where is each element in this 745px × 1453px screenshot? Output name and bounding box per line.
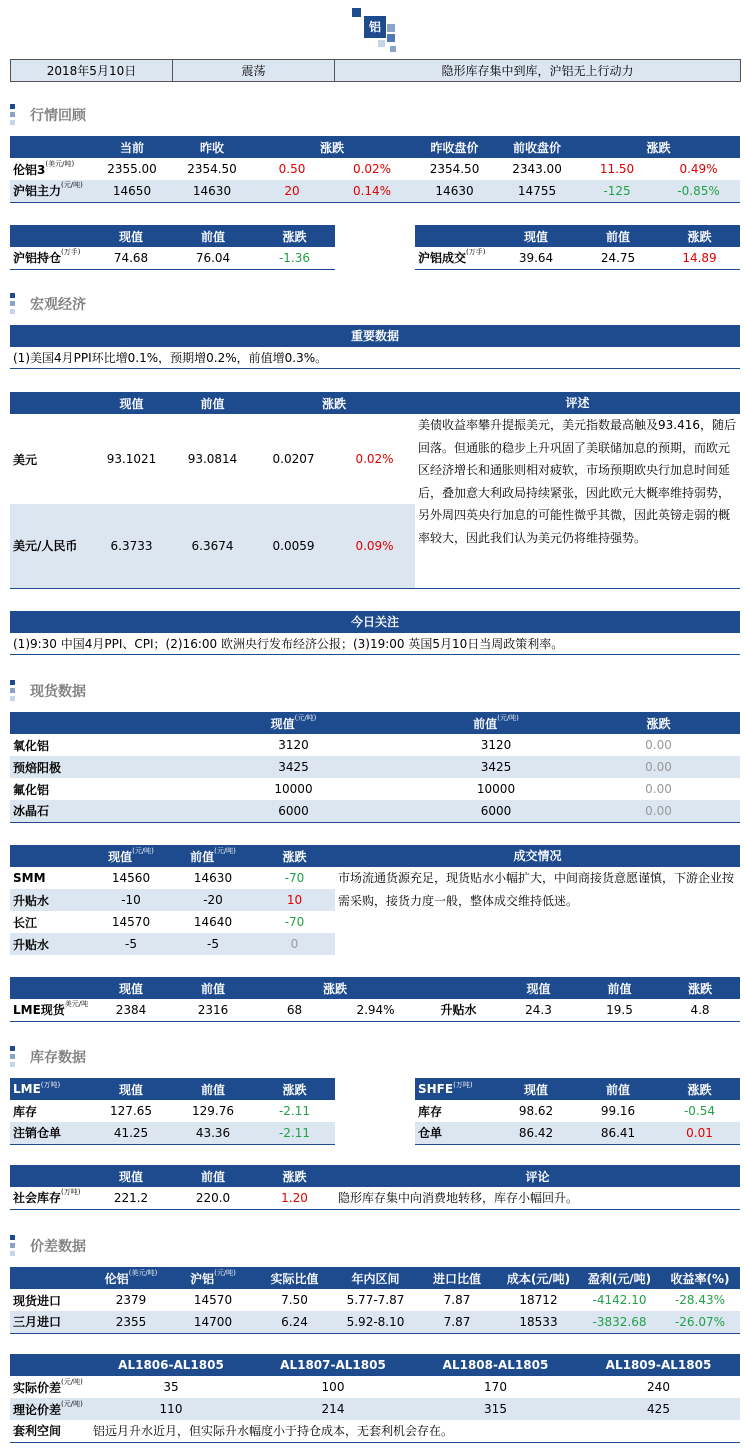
lme-inventory-table xyxy=(10,1078,335,1145)
cell: 0.09% xyxy=(334,504,415,588)
table-row xyxy=(10,1122,335,1144)
row-label: 升贴水 xyxy=(440,1003,477,1018)
smm-comment: 市场流通货源充足，现货贴水小幅扩大，中间商接货意愿谨慎，下游企业按需采购，接货力度一般，整体成交维持低迷。 xyxy=(338,871,735,908)
cell: 14755 xyxy=(497,180,577,202)
cell: -3832.68 xyxy=(579,1311,660,1333)
cell: -70 xyxy=(284,915,305,929)
cell: 2316 xyxy=(197,1002,229,1017)
cell: 170 xyxy=(484,1380,507,1394)
cell: 20 xyxy=(252,180,332,202)
cell: 6000 xyxy=(415,800,577,822)
cell: -26.07% xyxy=(660,1311,740,1333)
cell: 43.36 xyxy=(172,1122,254,1144)
section-title: 价差数据 xyxy=(30,1239,86,1255)
unit-label: (元/吨) xyxy=(61,1377,83,1386)
cell: 127.65 xyxy=(110,1104,152,1118)
cell: 14570 xyxy=(193,1293,233,1307)
cell: 0.00 xyxy=(645,738,672,752)
row-label: 预焙阳极 xyxy=(10,756,172,778)
table-row xyxy=(10,1100,335,1122)
cell: 1.20 xyxy=(281,1190,308,1205)
cell: 5.77-7.87 xyxy=(346,1293,405,1307)
cell: -10 xyxy=(90,889,172,911)
comment: 隐形库存集中向消费地转移，库存小幅回升。 xyxy=(338,1191,579,1206)
col-header: 前值 xyxy=(172,225,254,247)
unit-label: (万吨) xyxy=(453,1081,473,1089)
cell: 240 xyxy=(647,1380,670,1394)
divider xyxy=(415,588,740,589)
row-label: 沪铝持仓 xyxy=(13,251,62,266)
key-data-title: 重要数据 xyxy=(10,325,740,347)
unit-label: (万手) xyxy=(466,248,486,257)
section-marker-icon xyxy=(10,680,16,702)
row-label: 理论价差 xyxy=(13,1402,62,1417)
col-header: 前收盘价 xyxy=(497,136,577,158)
lme-spot-table xyxy=(10,977,740,1022)
cell: -125 xyxy=(577,180,657,202)
spot-table xyxy=(10,712,740,823)
table-title: LME xyxy=(13,1082,41,1096)
col-header: 昨收盘价 xyxy=(412,136,497,158)
cell: 221.2 xyxy=(113,1190,149,1205)
col-header: 涨跌 xyxy=(252,136,412,158)
col-header: 涨跌 xyxy=(254,845,335,867)
volume-table xyxy=(415,225,740,270)
cell: 98.62 xyxy=(518,1104,554,1118)
cell: 0.0207 xyxy=(272,452,315,466)
section-marker-icon xyxy=(10,104,16,126)
cell: 3120 xyxy=(278,738,309,752)
table-row xyxy=(415,247,740,269)
cell: 0.49% xyxy=(679,162,718,176)
row-label: 氧化铝 xyxy=(13,738,50,753)
col-header: 现值 xyxy=(495,1078,577,1100)
cell: 7.87 xyxy=(416,1311,498,1333)
table-row xyxy=(10,756,740,778)
unit-label: (万吨) xyxy=(61,1188,81,1197)
table-row xyxy=(10,999,740,1021)
cell: -2.11 xyxy=(254,1122,335,1144)
table-row xyxy=(10,247,335,269)
cell: 35 xyxy=(163,1380,179,1394)
row-label: 升贴水 xyxy=(10,889,90,911)
section-title: 宏观经济 xyxy=(30,297,86,313)
col-header: 现值 xyxy=(108,849,133,864)
cell: 24.75 xyxy=(600,250,636,265)
col-header: 前值 xyxy=(172,392,253,414)
row-label: 伦铝3 xyxy=(13,162,46,177)
col-header: 收益率(%) xyxy=(660,1267,740,1289)
unit-label: (元/吨) xyxy=(61,181,83,190)
cell: 2354.50 xyxy=(429,162,480,176)
cell: -4142.10 xyxy=(592,1293,647,1307)
headline: 隐形库存集中到库，沪铝无上行动力 xyxy=(335,60,741,82)
comment: 铝远月升水近月，但实际升水幅度小于持仓成本，无套利机会存在。 xyxy=(93,1424,454,1439)
cell: 4.8 xyxy=(690,1002,710,1017)
col-header: 涨跌 xyxy=(253,392,415,414)
col-header: 前值 xyxy=(172,1078,254,1100)
cell: 0.02% xyxy=(355,452,394,466)
cell: 425 xyxy=(577,1398,740,1420)
row-label: 美元/人民币 xyxy=(10,504,91,588)
row-label: 美元 xyxy=(13,452,38,467)
cell: 2355.00 xyxy=(107,162,157,176)
table-row xyxy=(10,1289,740,1311)
section-title: 行情回顾 xyxy=(30,108,86,124)
row-label: 升贴水 xyxy=(10,933,90,955)
cell: 39.64 xyxy=(518,250,554,265)
table-row xyxy=(10,180,740,202)
col-header: 伦铝 xyxy=(104,1271,129,1286)
cell: 220.0 xyxy=(195,1190,231,1205)
table-row xyxy=(10,1311,740,1333)
col-header: 涨跌 xyxy=(577,136,740,158)
cell: 0.0059 xyxy=(253,504,334,588)
section-marker-icon xyxy=(10,1046,16,1068)
cell: 14560 xyxy=(111,871,151,885)
table-row xyxy=(10,1420,740,1442)
cell: 0.00 xyxy=(577,756,740,778)
row-label: 社会库存 xyxy=(13,1191,62,1206)
cell: 3425 xyxy=(415,756,577,778)
cell: -5 xyxy=(172,933,254,955)
cell: 18533 xyxy=(498,1311,579,1333)
col-header: 涨跌 xyxy=(659,1078,740,1100)
col-header: 现值 xyxy=(498,977,579,999)
cell: 14640 xyxy=(193,915,233,929)
col-header: 前值 xyxy=(473,716,498,731)
col-header: AL1807-AL1805 xyxy=(252,1354,414,1376)
unit-label: (元/吨) xyxy=(132,846,154,855)
key-data-text: (1)美国4月PPI环比增0.1%，预期增0.2%，前值增0.3%。 xyxy=(10,347,740,369)
col-header: 前值 xyxy=(577,1078,659,1100)
row-label: 三月进口 xyxy=(10,1311,90,1333)
col-header: 现值 xyxy=(90,1165,172,1187)
col-header: 年内区间 xyxy=(335,1267,416,1289)
unit-label: (元/吨) xyxy=(294,713,317,722)
col-header: AL1806-AL1805 xyxy=(90,1354,252,1376)
cell: 41.25 xyxy=(90,1122,172,1144)
cell: 24.3 xyxy=(525,1002,552,1017)
cell: -0.85% xyxy=(657,180,740,202)
col-header: 当前 xyxy=(92,136,172,158)
table-row xyxy=(10,504,415,588)
cell: -2.11 xyxy=(278,1104,311,1118)
row-label: 库存 xyxy=(418,1104,443,1119)
fx-comment-header: 评述 xyxy=(415,392,740,414)
calendar-spread-table xyxy=(10,1354,740,1443)
row-label: 沪铝主力 xyxy=(13,184,62,199)
col-header: 涨跌 xyxy=(659,225,740,247)
col-header: 现值 xyxy=(495,225,577,247)
table-row xyxy=(10,1376,740,1398)
cell: -20 xyxy=(172,889,254,911)
row-label: SMM xyxy=(13,871,46,885)
row-label: 现货进口 xyxy=(13,1293,62,1308)
cell: 86.41 xyxy=(577,1122,659,1144)
cell: 76.04 xyxy=(195,250,231,265)
col-header: 涨跌 xyxy=(577,712,740,734)
row-label: 仓单 xyxy=(415,1122,495,1144)
unit-label: 美元/吨 xyxy=(64,1000,89,1009)
cell: 2355 xyxy=(90,1311,172,1333)
table-row xyxy=(10,800,740,822)
col-header: 评论 xyxy=(335,1165,740,1187)
table-row xyxy=(10,911,335,933)
fx-table xyxy=(10,392,415,589)
unit-label: (美元/吨) xyxy=(128,1268,158,1277)
col-header: 前值 xyxy=(190,849,215,864)
cell: -28.43% xyxy=(674,1293,726,1307)
row-label: 注销仓单 xyxy=(10,1122,90,1144)
unit-label: (元/吨) xyxy=(61,1399,83,1408)
col-header: 进口比值 xyxy=(416,1267,498,1289)
cell: 7.87 xyxy=(443,1293,471,1307)
position-table xyxy=(10,225,335,270)
cell: -70 xyxy=(284,871,305,885)
col-header: 涨跌 xyxy=(660,977,740,999)
table-row xyxy=(415,1100,740,1122)
trend: 震荡 xyxy=(173,60,335,82)
row-label: LME现货 xyxy=(13,1003,65,1018)
cell: 110 xyxy=(90,1398,252,1420)
cell: 0.00 xyxy=(577,800,740,822)
cell: 10000 xyxy=(274,782,313,796)
fx-comment: 美债收益率攀升提振美元，美元指数最高触及93.416，随后回落。但通胀的稳步上升巩固了美联储加息的预期，而欧元区经济增长和通胀则相对疲软，市场预期欧央行加息时间延后，叠加意大利政局持续紧张，因此欧元大概率维持弱势，另外周四英央行加息的可能性微乎其微，因此英镑走弱的概率较大，因此我们认为美元仍将维持强势。 xyxy=(418,418,736,545)
unit-label: (万吨) xyxy=(40,1081,61,1089)
table-row xyxy=(10,1398,740,1420)
row-label: 实际价差 xyxy=(13,1380,62,1395)
cell: 0.02% xyxy=(352,162,392,176)
table-row xyxy=(415,1122,740,1144)
table-row xyxy=(10,158,740,180)
social-inventory-table xyxy=(10,1165,740,1210)
cell: 14630 xyxy=(193,871,233,885)
cell: 14630 xyxy=(412,180,497,202)
cell: 6.24 xyxy=(254,1311,335,1333)
col-header: 现值 xyxy=(270,716,295,731)
col-header: 涨跌 xyxy=(254,1165,335,1187)
cell: 2384 xyxy=(115,1002,147,1017)
cell: 0.14% xyxy=(332,180,412,202)
cell: 214 xyxy=(252,1398,414,1420)
cell: 2.94% xyxy=(356,1002,395,1017)
cell: 86.42 xyxy=(495,1122,577,1144)
row-label: 长江 xyxy=(13,915,38,930)
col-header: 现值 xyxy=(91,392,172,414)
cell: 11.50 xyxy=(599,162,635,176)
cell: 6000 xyxy=(172,800,415,822)
col-header: AL1808-AL1805 xyxy=(414,1354,577,1376)
cell: 74.68 xyxy=(113,250,149,265)
section-marker-icon xyxy=(10,293,16,315)
col-header: 沪铝 xyxy=(190,1271,215,1286)
col-header: 盈利(元/吨) xyxy=(579,1267,660,1289)
cell: 93.0814 xyxy=(187,452,238,466)
cell: -1.36 xyxy=(278,250,311,265)
col-header: 涨跌 xyxy=(254,977,416,999)
logo xyxy=(350,6,402,56)
cell: 0.01 xyxy=(659,1122,740,1144)
cell: 10 xyxy=(254,889,335,911)
cell: 0 xyxy=(254,933,335,955)
section-marker-icon xyxy=(10,1235,16,1257)
col-header: 现值 xyxy=(90,1078,172,1100)
today-focus-title: 今日关注 xyxy=(10,611,740,633)
col-header: 现值 xyxy=(90,225,172,247)
cell: 2343.00 xyxy=(512,162,562,176)
col-header: 涨跌 xyxy=(254,225,335,247)
cell: -0.54 xyxy=(683,1104,716,1118)
cell: 14570 xyxy=(111,915,151,929)
cell: 315 xyxy=(414,1398,577,1420)
unit-label: (元/吨) xyxy=(497,713,519,722)
table-title: SHFE xyxy=(418,1082,454,1096)
row-label: 库存 xyxy=(13,1104,38,1119)
col-header: 前值 xyxy=(577,225,659,247)
cell: 93.1021 xyxy=(106,452,157,466)
cell: 3120 xyxy=(480,738,512,752)
cell: 14700 xyxy=(172,1311,254,1333)
table-row xyxy=(10,778,740,800)
cell: 3425 xyxy=(172,756,415,778)
col-header: 实际比值 xyxy=(254,1267,335,1289)
cell: 5.92-8.10 xyxy=(335,1311,416,1333)
cell: 99.16 xyxy=(600,1104,636,1118)
table-row xyxy=(10,867,335,889)
row-label: 氟化铝 xyxy=(13,782,50,797)
cell: 18712 xyxy=(519,1293,558,1307)
section-title: 库存数据 xyxy=(30,1050,86,1066)
col-header: 涨跌 xyxy=(254,1078,335,1100)
col-header: 前值 xyxy=(579,977,660,999)
cell: 14630 xyxy=(172,180,252,202)
table-row xyxy=(10,889,335,911)
col-header: 现值 xyxy=(90,977,172,999)
cell: 14.89 xyxy=(682,250,717,265)
import-table xyxy=(10,1267,740,1334)
cell: 0.00 xyxy=(645,782,672,796)
cell: 100 xyxy=(321,1380,345,1394)
smm-table xyxy=(10,845,335,955)
smm-comment-header: 成交情况 xyxy=(335,845,740,867)
table-row xyxy=(10,734,740,756)
row-label: 冰晶石 xyxy=(10,800,172,822)
cell: -5 xyxy=(90,933,172,955)
table-row xyxy=(10,1187,740,1209)
cell: 6.3674 xyxy=(172,504,253,588)
section-title: 现货数据 xyxy=(30,684,86,700)
today-focus-text: (1)9:30 中国4月PPI、CPI；(2)16:00 欧洲央行发布经济公报；(3)19:00 英国5月10日当周政策利率。 xyxy=(10,633,740,655)
cell: 14650 xyxy=(92,180,172,202)
cell: 2379 xyxy=(115,1293,147,1307)
cell: 0.50 xyxy=(278,162,306,176)
cell: 2354.50 xyxy=(187,162,237,176)
row-label: 沪铝成交 xyxy=(418,251,467,266)
row-label: 套利空间 xyxy=(13,1424,62,1439)
unit-label: (元/吨) xyxy=(214,1268,236,1277)
cell: 6.3733 xyxy=(91,504,172,588)
col-header: 成本(元/吨) xyxy=(498,1267,579,1289)
market-table xyxy=(10,136,740,203)
cell: 68 xyxy=(286,1002,303,1017)
col-header: 前值 xyxy=(172,1165,254,1187)
shfe-inventory-table xyxy=(415,1078,740,1145)
col-header: 前值 xyxy=(172,977,254,999)
cell: 7.50 xyxy=(281,1293,308,1307)
cell: 19.5 xyxy=(606,1002,633,1017)
unit-label: (万手) xyxy=(61,248,81,257)
cell: 10000 xyxy=(476,782,516,796)
unit-label: (元/吨) xyxy=(214,846,236,855)
cell: 129.76 xyxy=(192,1104,234,1118)
unit-label: (美元/吨) xyxy=(45,159,75,168)
header-bar xyxy=(10,59,741,82)
table-row xyxy=(10,933,335,955)
col-header: AL1809-AL1805 xyxy=(577,1354,740,1376)
col-header: 昨收 xyxy=(172,136,252,158)
logo-text: 铝 xyxy=(364,16,386,38)
table-row xyxy=(10,414,415,504)
report-date: 2018年5月10日 xyxy=(11,60,173,82)
